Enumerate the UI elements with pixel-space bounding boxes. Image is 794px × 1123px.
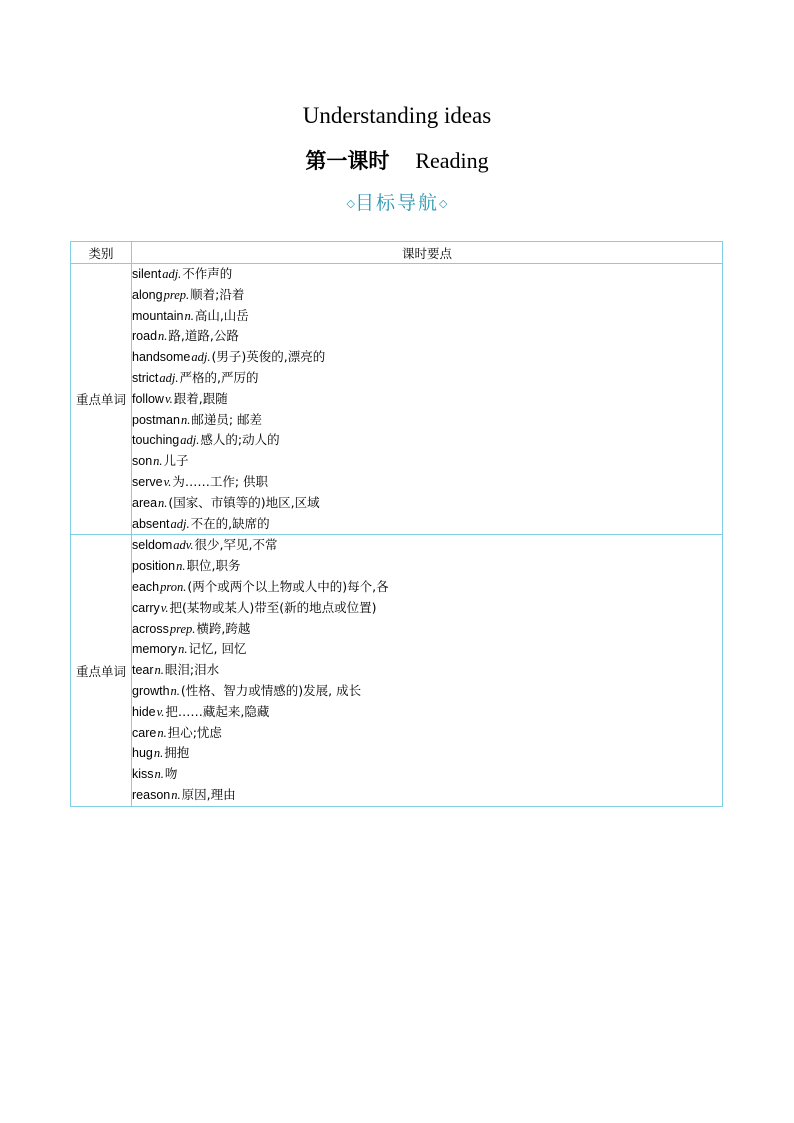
part-of-speech: adj. bbox=[162, 267, 182, 281]
vocabulary-entry bbox=[132, 368, 722, 389]
vocab-word: hug bbox=[132, 746, 153, 761]
vocab-word: care bbox=[132, 725, 157, 740]
column-header-points: 课时要点 bbox=[132, 242, 723, 264]
part-of-speech: n. bbox=[153, 454, 163, 469]
diamond-icon: ◇ bbox=[439, 197, 448, 210]
vocabulary-entry bbox=[132, 472, 722, 493]
lesson-title: Understanding ideas bbox=[302, 103, 492, 128]
vocabulary-table bbox=[70, 241, 723, 807]
vocabulary-entry bbox=[132, 389, 722, 410]
part-of-speech: n. bbox=[153, 746, 164, 761]
vocab-meaning: (性格、智力或情感的)发展, 成长 bbox=[180, 682, 362, 698]
vocab-word: tear bbox=[132, 663, 154, 678]
vocabulary-entry bbox=[132, 326, 722, 347]
vocab-meaning: 不作声的 bbox=[182, 266, 233, 281]
part-of-speech: n. bbox=[154, 663, 164, 678]
vocab-word: handsome bbox=[132, 350, 191, 365]
vocabulary-entry bbox=[132, 639, 722, 660]
lesson-period: 第一课时 bbox=[305, 149, 390, 173]
vocab-meaning: 原因,理由 bbox=[181, 786, 236, 802]
vocab-meaning: (两个或两个以上物或人中的)每个,各 bbox=[187, 578, 389, 594]
vocab-meaning: 拥抱 bbox=[164, 745, 190, 761]
vocabulary-entry bbox=[132, 702, 722, 723]
vocab-meaning: 横跨,跨越 bbox=[196, 620, 251, 636]
part-of-speech: n. bbox=[154, 767, 164, 782]
vocab-word: postman bbox=[132, 412, 180, 427]
section-heading bbox=[0, 188, 794, 215]
part-of-speech: n. bbox=[158, 495, 168, 510]
part-of-speech: prep. bbox=[163, 287, 190, 302]
vocabulary-entry bbox=[132, 264, 722, 285]
vocabulary-entry bbox=[132, 451, 722, 472]
vocab-word: follow bbox=[132, 391, 164, 406]
vocabulary-entry bbox=[132, 577, 722, 598]
vocab-word: son bbox=[132, 454, 153, 469]
vocab-meaning: 为……工作; 供职 bbox=[172, 473, 269, 489]
vocab-meaning: 担心;忧虑 bbox=[167, 724, 222, 740]
vocabulary-entry bbox=[132, 723, 722, 744]
vocab-meaning: 眼泪;泪水 bbox=[164, 662, 220, 678]
vocab-word: hide bbox=[132, 704, 156, 719]
part-of-speech: adj. bbox=[180, 433, 200, 448]
part-of-speech: adj. bbox=[159, 370, 179, 385]
part-of-speech: n. bbox=[184, 308, 194, 323]
vocab-word: strict bbox=[132, 370, 159, 385]
table-row bbox=[71, 535, 723, 806]
vocab-word: kiss bbox=[132, 767, 154, 782]
part-of-speech: adj. bbox=[170, 516, 190, 531]
vocab-word: across bbox=[132, 621, 169, 636]
vocabulary-entry bbox=[132, 619, 722, 640]
part-of-speech: n. bbox=[178, 642, 188, 657]
part-of-speech: adv. bbox=[173, 538, 194, 553]
vocabulary-list bbox=[132, 535, 723, 806]
vocab-word: absent bbox=[132, 516, 170, 531]
vocab-meaning: 严格的,严厉的 bbox=[179, 369, 259, 385]
part-of-speech: adj. bbox=[191, 350, 211, 365]
table-header-row bbox=[71, 242, 723, 264]
vocab-meaning: 儿子 bbox=[163, 453, 189, 469]
vocab-word: touching bbox=[132, 433, 180, 448]
vocab-meaning: 很少,罕见,不常 bbox=[194, 537, 278, 553]
vocabulary-entry bbox=[132, 535, 722, 556]
vocab-word: position bbox=[132, 559, 176, 574]
vocab-word: reason bbox=[132, 787, 171, 802]
table-row bbox=[71, 264, 723, 535]
part-of-speech: n. bbox=[180, 412, 191, 427]
part-of-speech: v. bbox=[164, 391, 173, 406]
diamond-icon: ◇ bbox=[346, 197, 355, 210]
vocab-meaning: 把……藏起来,隐藏 bbox=[165, 703, 270, 719]
vocab-word: each bbox=[132, 579, 160, 594]
part-of-speech: n. bbox=[158, 329, 168, 344]
vocabulary-entry bbox=[132, 347, 722, 368]
part-of-speech: n. bbox=[157, 725, 167, 740]
part-of-speech: n. bbox=[171, 787, 181, 802]
vocabulary-entry bbox=[132, 785, 722, 806]
vocab-meaning: (国家、市镇等的)地区,区域 bbox=[168, 494, 320, 510]
category-cell: 重点单词 bbox=[71, 535, 132, 806]
part-of-speech: v. bbox=[156, 704, 165, 719]
vocabulary-entry bbox=[132, 764, 722, 785]
vocabulary-list bbox=[132, 264, 723, 535]
vocabulary-entry bbox=[132, 598, 722, 619]
vocab-meaning: 高山,山岳 bbox=[194, 307, 249, 323]
part-of-speech: v. bbox=[160, 600, 169, 615]
vocab-meaning: 顺着;沿着 bbox=[190, 286, 245, 302]
vocabulary-entry bbox=[132, 430, 722, 451]
vocab-word: silent bbox=[132, 267, 162, 281]
vocabulary-entry bbox=[132, 514, 722, 535]
vocab-word: carry bbox=[132, 600, 160, 615]
vocab-word: along bbox=[132, 287, 163, 302]
vocabulary-entry bbox=[132, 681, 722, 702]
vocab-word: road bbox=[132, 329, 158, 344]
vocab-meaning: 不在的,缺席的 bbox=[190, 515, 270, 531]
vocab-word: growth bbox=[132, 683, 170, 698]
vocabulary-entry bbox=[132, 660, 722, 681]
category-cell: 重点单词 bbox=[71, 264, 132, 535]
part-of-speech: n. bbox=[176, 559, 186, 574]
vocab-meaning: 职位,职务 bbox=[186, 558, 241, 574]
vocab-word: serve bbox=[132, 474, 163, 489]
lesson-subtitle bbox=[0, 145, 794, 175]
vocab-meaning: 路,道路,公路 bbox=[168, 328, 239, 344]
vocab-word: mountain bbox=[132, 308, 184, 323]
vocabulary-entry bbox=[132, 493, 722, 514]
vocab-meaning: 跟着,跟随 bbox=[173, 390, 228, 406]
part-of-speech: prep. bbox=[169, 621, 196, 636]
part-of-speech: v. bbox=[163, 474, 172, 489]
section-heading-text: 目标导航 bbox=[354, 192, 439, 214]
vocab-meaning: 记忆, 回忆 bbox=[188, 641, 247, 657]
vocab-meaning: 把(某物或某人)带至(新的地点或位置) bbox=[169, 599, 377, 615]
vocab-word: seldom bbox=[132, 538, 173, 553]
lesson-reading: Reading bbox=[415, 148, 489, 173]
vocab-meaning: 吻 bbox=[164, 766, 178, 782]
column-header-category: 类别 bbox=[71, 242, 132, 264]
part-of-speech: n. bbox=[170, 683, 180, 698]
vocabulary-entry bbox=[132, 743, 722, 764]
vocabulary-entry bbox=[132, 285, 722, 306]
vocabulary-entry bbox=[132, 410, 722, 431]
vocabulary-entry bbox=[132, 556, 722, 577]
vocab-meaning: 邮递员; 邮差 bbox=[191, 411, 263, 427]
vocab-word: memory bbox=[132, 642, 178, 657]
vocab-meaning: (男子)英俊的,漂亮的 bbox=[211, 349, 326, 365]
vocab-meaning: 感人的;动人的 bbox=[200, 432, 280, 448]
table-body bbox=[71, 264, 723, 807]
vocab-word: area bbox=[132, 495, 158, 510]
part-of-speech: pron. bbox=[160, 579, 187, 594]
vocabulary-entry bbox=[132, 306, 722, 327]
